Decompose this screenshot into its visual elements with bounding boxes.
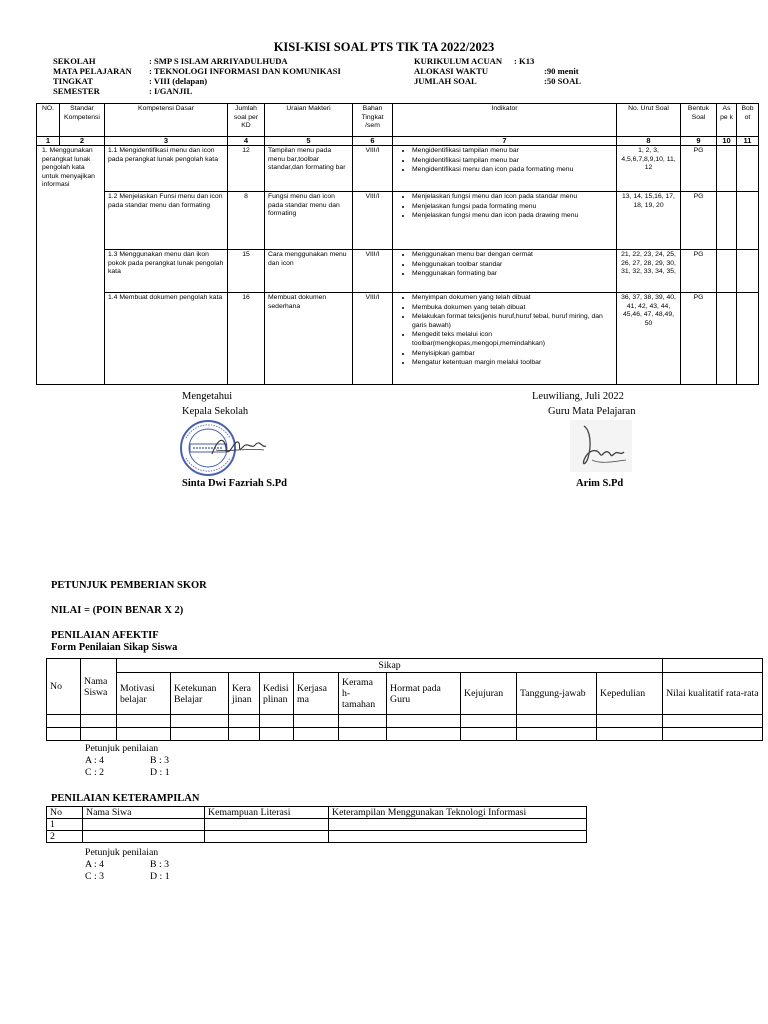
header-cell: No [47,659,81,715]
info-value: : VIII (delapan) [149,76,208,86]
info-label: SEKOLAH [53,56,96,66]
column-number: 9 [681,137,717,146]
indikator-item: • Mengidentifikasi tampilan menu bar [412,147,613,156]
header-cell: No [47,807,83,819]
bobot-cell [737,293,759,385]
column-number: 4 [228,137,265,146]
score-a: A : 4 [85,859,105,870]
header-cell: Kejujuran [461,673,517,715]
indikator-item: • Menggunakan formating bar [412,270,613,279]
jumlah-cell: 12 [228,146,265,192]
header-cell: Kerama h-tamahan [339,673,387,715]
header-cell: Motivasi belajar [117,673,171,715]
info-value: : K13 [514,56,535,66]
row-number: 1 [47,819,83,831]
indikator-item: • Mengidentifikasi menu dan icon pada formating menu [412,166,613,175]
kd-cell: 1.4 Membuat dokumen pengolah kata [105,293,228,385]
header-cell: Kepedulian [597,673,663,715]
uraian-cell: Cara menggunakan menu dan icon [265,250,353,293]
sign-right-line1: Leuwiliang, Juli 2022 [532,391,624,402]
petunjuk-skor-heading: PETUNJUK PEMBERIAN SKOR [51,580,207,591]
score-b: B : 3 [150,755,170,766]
bobot-cell [737,250,759,293]
header-cell: Kerjasa ma [294,673,339,715]
kd-cell: 1.1 Mengidentifikasi menu dan icon pada perangkat lunak pengolah kata [105,146,228,192]
indikator-cell [393,192,617,250]
table-row [37,146,759,192]
header-cell: Kera jinan [229,673,260,715]
score-b: B : 3 [150,859,170,870]
column-number: 10 [717,137,737,146]
score-a: A : 4 [85,755,105,766]
column-number: 8 [617,137,681,146]
header-cell: Nama Siswa [81,659,117,715]
standar-kompetensi: 1. Menggunakan perangkat lunak pengolah kata untuk menyajikan informasi [42,147,95,189]
info-label: MATA PELAJARAN [53,66,132,76]
keterampilan-petunjuk: Petunjuk penilaian [85,847,159,858]
header-cell: As pe k [717,104,737,137]
tingkat-cell: VIII/I [353,192,393,250]
indikator-item: • Menggunakan menu bar dengan cermat [412,251,613,260]
header-cell: Hormat pada Guru [387,673,461,715]
indikator-cell [393,146,617,192]
standar-kompetensi-cell [37,146,105,385]
header-cell: Indikator [393,104,617,137]
jumlah-cell: 16 [228,293,265,385]
info-label: JUMLAH SOAL [414,76,477,86]
header-cell: Standar Kompetensi [60,104,105,137]
sign-left-name: Sinta Dwi Fazriah S.Pd [182,478,288,489]
header-cell: Tanggung-jawab [517,673,597,715]
table-header-row [47,807,587,819]
uraian-cell: Membuat dokumen sederhana [265,293,353,385]
aspek-cell [717,146,737,192]
score-c: C : 2 [85,767,105,778]
document-title: KISI-KISI SOAL PTS TIK TA 2022/2023 [273,40,495,54]
school-stamp-icon [176,418,276,478]
header-cell [663,659,763,673]
info-right [414,56,614,88]
indikator-item: • Menjelaskan fungsi menu dan icon pada standar menu [412,193,613,202]
aspek-cell [717,293,737,385]
table-header-row [47,659,763,673]
no-urut-cell: 1, 2, 3, 4,5,6,7,8,9,10, 11, 12 [617,146,681,192]
info-value: : SMP S ISLAM ARRIYADULHUDA [149,56,288,66]
bentuk-cell: PG [681,192,717,250]
indikator-item: • Mengidentifikasi tampilan menu bar [412,157,613,166]
aspek-cell [717,250,737,293]
info-label: ALOKASI WAKTU [414,66,489,76]
jumlah-cell: 8 [228,192,265,250]
no-urut-cell: 36, 37, 38, 39, 40, 41, 42, 43, 44, 45,46, 47, 48,49, 50 [617,293,681,385]
indikator-item: • Membuka dokumen yang telah dibuat [412,304,613,313]
table-header-row [47,673,763,715]
no-urut-cell: 13, 14, 15,16, 17, 18, 19, 20 [617,192,681,250]
score-c: C : 3 [85,871,105,882]
header-cell: Bentuk Soal [681,104,717,137]
kisi-kisi-table [36,103,759,385]
score-d: D : 1 [150,871,170,882]
column-number: 7 [393,137,617,146]
table-row [37,250,759,293]
table-row [47,831,587,843]
column-number: 2 [60,137,105,146]
header-cell: Nilai kualitatif rata-rata [663,673,763,715]
bentuk-cell: PG [681,146,717,192]
header-cell: Bahan Tingkat /sem [353,104,393,137]
score-d: D : 1 [150,767,170,778]
info-value: :50 SOAL [544,76,582,86]
info-label: SEMESTER [53,86,100,96]
tingkat-cell: VIII/I [353,293,393,385]
header-cell: Keterampilan Menggunakan Teknologi Informasi [329,807,587,819]
header-cell: Nama Siwa [83,807,205,819]
sign-left-line2: Kepala Sekolah [182,406,249,417]
header-cell: Jumlah soal per KD [228,104,265,137]
aspek-cell [717,192,737,250]
column-number: 11 [737,137,759,146]
indikator-item: • Melakukan format teks(jenis huruf,huruf tebal, huruf miring, dan garis bawah) [412,313,613,330]
bobot-cell [737,146,759,192]
column-number: 1 [37,137,60,146]
info-value: : I/GANJIL [149,86,193,96]
indikator-item: • Menjelaskan fungsi menu dan icon pada drawing menu [412,212,613,221]
indikator-item: • Menyisipkan gambar [412,350,613,359]
table-row [37,293,759,385]
nilai-formula: NILAI = (POIN BENAR X 2) [51,605,184,616]
column-number-row [37,137,759,146]
bobot-cell [737,192,759,250]
uraian-cell: Tampilan menu pada menu bar,toolbar standar,dan formating bar [265,146,353,192]
table-row [47,819,587,831]
tingkat-cell: VIII/I [353,250,393,293]
column-number: 5 [265,137,353,146]
sikap-group-header: Sikap [117,659,663,673]
kd-cell: 1.2 Menjelaskan Funsi menu dan icon pada standar menu dan formating [105,192,228,250]
afektif-subheading: Form Penilaian Sikap Siswa [51,642,178,653]
info-label: TINGKAT [53,76,93,86]
info-left [53,56,413,98]
header-cell: No. Urut Soal [617,104,681,137]
indikator-item: • Mengatur ketentuan margin melalui toolbar [412,359,613,368]
header-cell: NO. [37,104,60,137]
column-number: 3 [105,137,228,146]
header-cell: Ketekunan Belajar [171,673,229,715]
kd-cell: 1.3 Menggunakan menu dan ikon pokok pada perangkat lunak pengolah kata [105,250,228,293]
sign-left-line1: Mengetahui [182,391,233,402]
signature-icon [570,420,632,472]
indikator-item: • Mengedit teks melalui icon toolbar(mengkopas,mengopi,memindahkan) [412,331,613,348]
info-label: KURIKULUM ACUAN [414,56,503,66]
jumlah-cell: 15 [228,250,265,293]
afektif-petunjuk: Petunjuk penilaian [85,743,159,754]
header-cell: Kompetensi Dasar [105,104,228,137]
table-row [47,715,763,728]
info-value: : TEKNOLOGI INFORMASI DAN KOMUNIKASI [149,66,341,76]
indikator-cell [393,293,617,385]
header-cell: Kemampuan Literasi [205,807,329,819]
column-number: 6 [353,137,393,146]
keterampilan-table [46,806,587,843]
header-cell: Bob ot [737,104,759,137]
indikator-item: • Menggunakan toolbar standar [412,261,613,270]
keterampilan-heading: PENILAIAN KETERAMPILAN [51,793,200,804]
row-number: 2 [47,831,83,843]
indikator-item: • Menjelaskan fungsi pada formating menu [412,203,613,212]
afektif-table [46,658,763,741]
afektif-heading: PENILAIAN AFEKTIF [51,630,159,641]
uraian-cell: Fungsi menu dan icon pada standar menu dan formating [265,192,353,250]
indikator-item: • Menyimpan dokumen yang telah dibuat [412,294,613,303]
sign-right-name: Arim S.Pd [576,478,624,489]
info-value: :90 menit [544,66,579,76]
bentuk-cell: PG [681,250,717,293]
no-urut-cell: 21, 22, 23, 24, 25, 26, 27, 28, 29, 30, 31, 32, 33, 34, 35, [617,250,681,293]
bentuk-cell: PG [681,293,717,385]
header-cell: Uraian Makteri [265,104,353,137]
indikator-cell [393,250,617,293]
table-row [47,728,763,741]
header-cell: Kedisi plinan [260,673,294,715]
sign-right-line2: Guru Mata Pelajaran [548,406,636,417]
table-row [37,192,759,250]
table-header-row [37,104,759,137]
tingkat-cell: VIII/I [353,146,393,192]
